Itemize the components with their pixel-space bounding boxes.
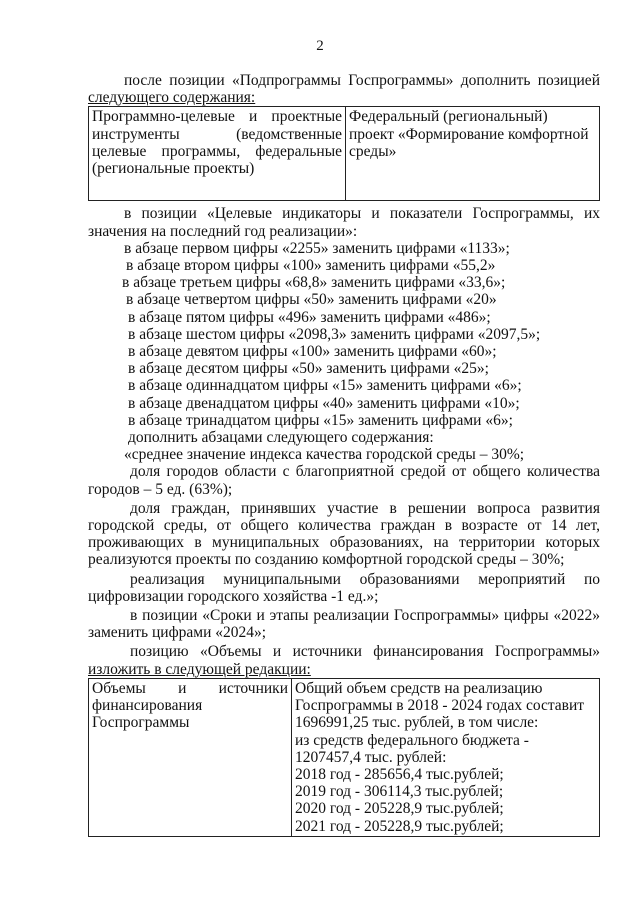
paragraph-average-index: «среднее значение индекса качества городской среды – 30%; [124, 446, 525, 464]
paragraph-indicators: в позиции «Целевые индикаторы и показатели Госпрограммы, их значения на последний год реализации»: [88, 205, 600, 240]
list-item: в абзаце втором цифры «100» заменить цифрами «55,2» [126, 257, 496, 275]
list-item: в абзаце десятом цифры «50» заменить цифрами «25»; [128, 360, 489, 378]
list-item: в абзаце двенадцатом цифры «40» заменить цифрами «10»; [128, 394, 520, 412]
table-cell-left: Объемы и источники финансирования Госпрограммы [89, 678, 292, 836]
table-line: Госпрограммы в 2018 - 2024 годах составит [295, 697, 585, 715]
list-item: в абзаце одиннадцатом цифры «15» заменить цифрами «6»; [128, 377, 522, 395]
table-line: 2020 год - 205228,9 тыс.рублей; [295, 800, 504, 818]
paragraph-share-citizens: доля граждан, принявших участие в решении вопроса развития городской среды, от общего количества граждан в возрасте от 14 лет, проживающих в муниципальных образованиях, на территории которых реализуются проекты по созданию комфортной городской среды – 30%; [88, 499, 600, 569]
paragraph-share-cities: доля городов области с благоприятной средой от общего количества городов – 5 ед. (63%); [88, 463, 600, 498]
underlined-text: изложить в следующей редакции: [88, 660, 311, 678]
paragraph-after-subprograms: после позиции «Подпрограммы Госпрограммы» дополнить позицией [124, 72, 600, 89]
paragraph-edition [88, 661, 600, 678]
table-line: Общий объем средств на реализацию [295, 679, 543, 697]
list-item: в абзаце шестом цифры «2098,3» заменить цифрами «2097,5»; [128, 325, 541, 343]
table-cell-right [292, 678, 600, 836]
table-line: 2021 год - 205228,9 тыс.рублей; [295, 817, 504, 835]
insert-table-programs [88, 106, 600, 201]
table-line: 1696991,25 тыс. рублей, в том числе: [295, 714, 539, 732]
paragraph-following-content [88, 89, 600, 106]
paragraph-digitalization: реализация муниципальными образованиями мероприятий по цифровизации городского хозяйства -1 ед.»; [88, 570, 600, 605]
list-item: в абзаце тринадцатом цифры «15» заменить цифрами «6»; [128, 411, 513, 429]
list-item: в абзаце четвертом цифры «50» заменить цифрами «20» [126, 291, 497, 309]
paragraph-volumes: позицию «Объемы и источники финансирования Госпрограммы» [130, 643, 600, 661]
table-line: 2019 год - 306114,3 тыс.рублей; [295, 783, 504, 801]
table-line: 1207457,4 тыс. рублей: [295, 748, 447, 766]
insert-table-financing [88, 678, 600, 837]
table-cell-left: Программно-целевые и проектные инструменты (ведомственные целевые программы, федеральные (региональные проекты) [89, 107, 346, 201]
page-number: 2 [316, 38, 324, 54]
list-item: в абзаце пятом цифры «496» заменить цифрами «486»; [128, 308, 491, 326]
paragraph-terms: в позиции «Сроки и этапы реализации Госпрограммы» цифры «2022» заменить цифрами «2024»; [88, 607, 600, 642]
list-item: в абзаце девятом цифры «100» заменить цифрами «60»; [128, 343, 497, 361]
document-body [88, 72, 600, 837]
table-line: из средств федерального бюджета - [295, 731, 529, 749]
paragraph-add: дополнить абзацами следующего содержания: [128, 429, 434, 447]
list-item: в абзаце первом цифры «2255» заменить цифрами «1133»; [124, 239, 510, 257]
table-line: 2018 год - 285656,4 тыс.рублей; [295, 765, 504, 783]
list-item: в абзаце третьем цифры «68,8» заменить цифрами «33,6»; [122, 274, 506, 292]
underlined-text: следующего содержания: [88, 89, 256, 107]
table-cell-right: Федеральный (региональный) проект «Формирование комфортной среды» [346, 107, 600, 201]
abzac-list [88, 240, 600, 429]
